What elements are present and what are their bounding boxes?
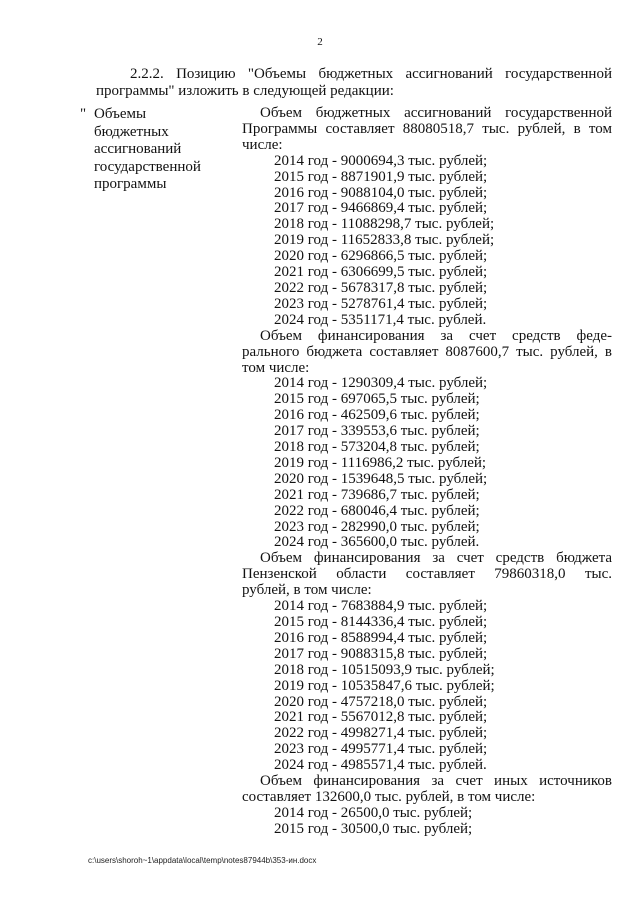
funding-paragraph xyxy=(242,774,612,806)
year-amount-line: 2015 год - 30500,0 тыс. рублей; xyxy=(274,820,473,837)
paragraph-line: Объем финансирования за счет средств феде- xyxy=(260,327,612,344)
paragraph-line: Пензенской области составляет 79860318,0 тыс. xyxy=(242,566,612,583)
year-amount-line: 2022 год - 680046,4 тыс. рублей; xyxy=(274,502,480,519)
label-line: ассигнований xyxy=(94,141,182,158)
intro-paragraph xyxy=(96,66,612,100)
file-path-footer: c:\users\shoroh~1\appdata\local\temp\notes87944b\353-ин.docx xyxy=(88,856,317,865)
year-amount-line: 2020 год - 4757218,0 тыс. рублей; xyxy=(274,693,488,710)
paragraph-line: Объем финансирования за счет иных источников xyxy=(260,773,612,790)
year-amount-line: 2016 год - 462509,6 тыс. рублей; xyxy=(274,407,480,424)
funding-paragraph xyxy=(242,551,612,599)
year-amount-line: 2023 год - 4995771,4 тыс. рублей; xyxy=(274,741,488,758)
year-amount-line: 2021 год - 5567012,8 тыс. рублей; xyxy=(274,709,488,726)
year-amount-line: 2017 год - 339553,6 тыс. рублей; xyxy=(274,423,480,440)
paragraph-line: Объем финансирования за счет средств бюджета xyxy=(260,550,612,567)
year-amount-line: 2024 год - 365600,0 тыс. рублей. xyxy=(274,534,480,551)
year-amount-line: 2015 год - 8144336,4 тыс. рублей; xyxy=(274,614,488,630)
funding-paragraph xyxy=(242,329,612,377)
position-label-cell xyxy=(80,106,220,194)
year-amount-line: 2015 год - 8871901,9 тыс. рублей; xyxy=(274,168,488,185)
opening-quote: " xyxy=(80,106,87,122)
position-content-cell xyxy=(242,106,612,838)
label-line: Объемы xyxy=(94,106,147,122)
year-amount-line: 2023 год - 5278761,4 тыс. рублей; xyxy=(274,295,488,312)
label-line: бюджетных xyxy=(94,123,169,140)
year-amount-line: 2022 год - 4998271,4 тыс. рублей; xyxy=(274,725,488,742)
paragraph-line: числе: xyxy=(242,136,283,153)
paragraph-line: Программы составляет 88080518,7 тыс. рублей, в том xyxy=(242,120,612,137)
year-amount-line: 2015 год - 697065,5 тыс. рублей; xyxy=(274,391,480,408)
year-amount-line: 2020 год - 6296866,5 тыс. рублей; xyxy=(274,248,488,265)
year-amount-line: 2020 год - 1539648,5 тыс. рублей; xyxy=(274,470,488,487)
year-amount-line: 2017 год - 9466869,4 тыс. рублей; xyxy=(274,200,488,217)
year-amount-line: 2018 год - 573204,8 тыс. рублей; xyxy=(274,439,480,456)
year-amount-line: 2023 год - 282990,0 тыс. рублей; xyxy=(274,518,480,535)
year-amount-line: 2024 год - 4985571,4 тыс. рублей. xyxy=(274,757,487,774)
page-number: 2 xyxy=(317,36,323,48)
paragraph-line: том числе: xyxy=(242,359,310,376)
year-amount-line: 2024 год - 5351171,4 тыс. рублей. xyxy=(274,311,487,328)
year-amount-line: 2016 год - 8588994,4 тыс. рублей; xyxy=(274,629,488,646)
year-amount-line: 2022 год - 5678317,8 тыс. рублей; xyxy=(274,279,488,296)
paragraph-line: составляет 132600,0 тыс. рублей, в том числе: xyxy=(242,788,536,805)
funding-paragraph xyxy=(242,106,612,154)
label-line: программы xyxy=(94,176,167,193)
year-amount-line: 2016 год - 9088104,0 тыс. рублей; xyxy=(274,184,488,201)
year-amount-line: 2019 год - 1116986,2 тыс. рублей; xyxy=(274,454,487,471)
year-amount-line: 2014 год - 1290309,4 тыс. рублей; xyxy=(274,375,488,392)
year-amount-line: 2014 год - 9000694,3 тыс. рублей; xyxy=(274,152,488,169)
year-amount-line: 2019 год - 11652833,8 тыс. рублей; xyxy=(274,232,495,249)
year-amount-line: 2021 год - 739686,7 тыс. рублей; xyxy=(274,486,480,503)
year-amount-line: 2014 год - 26500,0 тыс. рублей; xyxy=(274,804,473,821)
year-amount-line: 2021 год - 6306699,5 тыс. рублей; xyxy=(274,264,488,281)
paragraph-line: Объем бюджетных ассигнований государственной xyxy=(260,105,612,121)
year-amount-line: 2019 год - 10535847,6 тыс. рублей; xyxy=(274,677,495,694)
intro-line-1: 2.2.2. Позицию "Объемы бюджетных ассигнований государственной xyxy=(130,66,612,82)
paragraph-line: рублей, в том числе: xyxy=(242,582,372,599)
label-line: государственной xyxy=(94,158,201,175)
year-amount-line: 2018 год - 10515093,9 тыс. рублей; xyxy=(274,661,495,678)
year-amount-line: 2018 год - 11088298,7 тыс. рублей; xyxy=(274,216,495,233)
year-amount-line: 2014 год - 7683884,9 тыс. рублей; xyxy=(274,598,488,615)
year-amount-line: 2017 год - 9088315,8 тыс. рублей; xyxy=(274,645,488,662)
intro-line-2: программы" изложить в следующей редакции: xyxy=(96,83,394,99)
paragraph-line: рального бюджета составляет 8087600,7 тыс. рублей, в xyxy=(242,343,612,360)
